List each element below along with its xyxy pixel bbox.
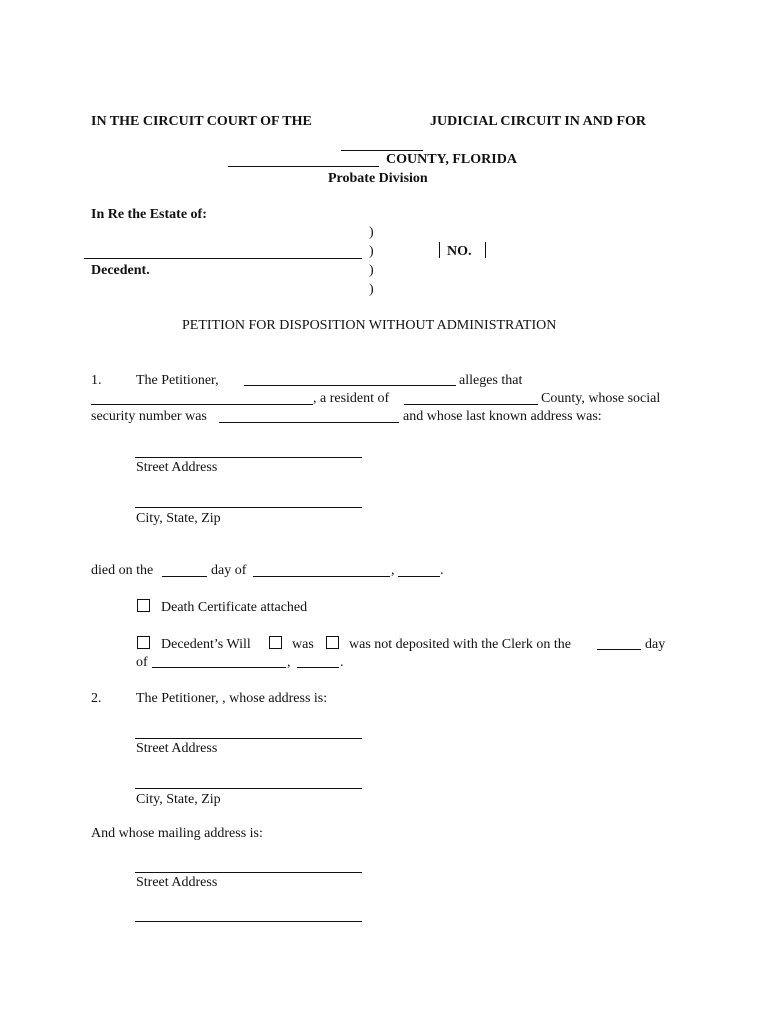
- day-of-text: day of: [211, 563, 247, 578]
- caption-paren-2: ): [369, 244, 374, 259]
- caption-paren-1: ): [369, 225, 374, 240]
- death-month-blank[interactable]: [253, 576, 390, 577]
- decedent-will-label: Decedent’s Will: [161, 637, 251, 652]
- petitioner-address-text: The Petitioner, , whose address is:: [136, 691, 328, 706]
- mailing-street-label: Street Address: [136, 875, 218, 890]
- caption-paren-3: ): [369, 263, 374, 278]
- para2-number: 2.: [91, 691, 102, 706]
- county-social-text: County, whose social: [541, 391, 661, 406]
- resident-county-blank[interactable]: [404, 404, 538, 405]
- county-florida-label: COUNTY, FLORIDA: [386, 152, 517, 167]
- death-day-blank[interactable]: [162, 576, 207, 577]
- died-on-text: died on the: [91, 563, 154, 578]
- in-re-estate-label: In Re the Estate of:: [91, 207, 207, 222]
- decedent-will-checkbox[interactable]: [137, 636, 150, 649]
- decedent-name-line-blank[interactable]: [91, 404, 313, 405]
- decedent-street-label: Street Address: [136, 460, 218, 475]
- decedent-name-blank[interactable]: [84, 258, 362, 259]
- mailing-street-blank[interactable]: [135, 872, 362, 873]
- petitioner-name-blank[interactable]: [244, 385, 456, 386]
- deposit-day-text: day: [645, 637, 666, 652]
- mailing-city-blank[interactable]: [135, 921, 362, 922]
- petitioner-city-blank[interactable]: [135, 788, 362, 789]
- deposit-year-blank[interactable]: [297, 667, 339, 668]
- decedent-city-label: City, State, Zip: [136, 511, 221, 526]
- case-no-label: NO.: [447, 244, 472, 259]
- deposit-month-blank[interactable]: [152, 667, 286, 668]
- death-certificate-label: Death Certificate attached: [161, 600, 308, 615]
- death-certificate-checkbox[interactable]: [137, 599, 150, 612]
- will-was-not-label: was not deposited with the Clerk on the: [349, 637, 572, 652]
- circuit-number-blank[interactable]: [341, 150, 423, 151]
- petitioner-street-label: Street Address: [136, 741, 218, 756]
- decedent-label: Decedent.: [91, 263, 150, 278]
- case-no-left-bar: [439, 242, 440, 258]
- last-address-text: and whose last known address was:: [403, 409, 602, 424]
- petitioner-city-label: City, State, Zip: [136, 792, 221, 807]
- court-line-right: JUDICIAL CIRCUIT IN AND FOR: [430, 114, 646, 129]
- ssn-prefix-text: security number was: [91, 409, 207, 424]
- deposit-day-blank[interactable]: [597, 649, 641, 650]
- mailing-address-intro: And whose mailing address is:: [91, 826, 263, 841]
- decedent-street-blank[interactable]: [135, 457, 362, 458]
- petitioner-street-blank[interactable]: [135, 738, 362, 739]
- deposit-period: .: [340, 655, 344, 670]
- deposit-of-text: of: [136, 655, 148, 670]
- death-period: .: [440, 563, 444, 578]
- court-line-left: IN THE CIRCUIT COURT OF THE: [91, 114, 312, 129]
- death-year-blank[interactable]: [398, 576, 440, 577]
- decedent-city-blank[interactable]: [135, 507, 362, 508]
- will-was-not-checkbox[interactable]: [326, 636, 339, 649]
- petition-title: PETITION FOR DISPOSITION WITHOUT ADMINISTRATION: [182, 318, 557, 333]
- petitioner-prefix: The Petitioner,: [136, 373, 219, 388]
- alleges-that-text: alleges that: [459, 373, 523, 388]
- para1-number: 1.: [91, 373, 102, 388]
- will-was-checkbox[interactable]: [269, 636, 282, 649]
- death-comma: ,: [391, 563, 395, 578]
- will-was-label: was: [292, 637, 314, 652]
- resident-of-text: , a resident of: [313, 391, 390, 406]
- county-blank[interactable]: [228, 166, 379, 167]
- ssn-blank[interactable]: [219, 422, 399, 423]
- case-no-field[interactable]: [485, 242, 486, 258]
- deposit-comma: ,: [287, 655, 291, 670]
- caption-paren-4: ): [369, 282, 374, 297]
- probate-division-label: Probate Division: [328, 171, 428, 186]
